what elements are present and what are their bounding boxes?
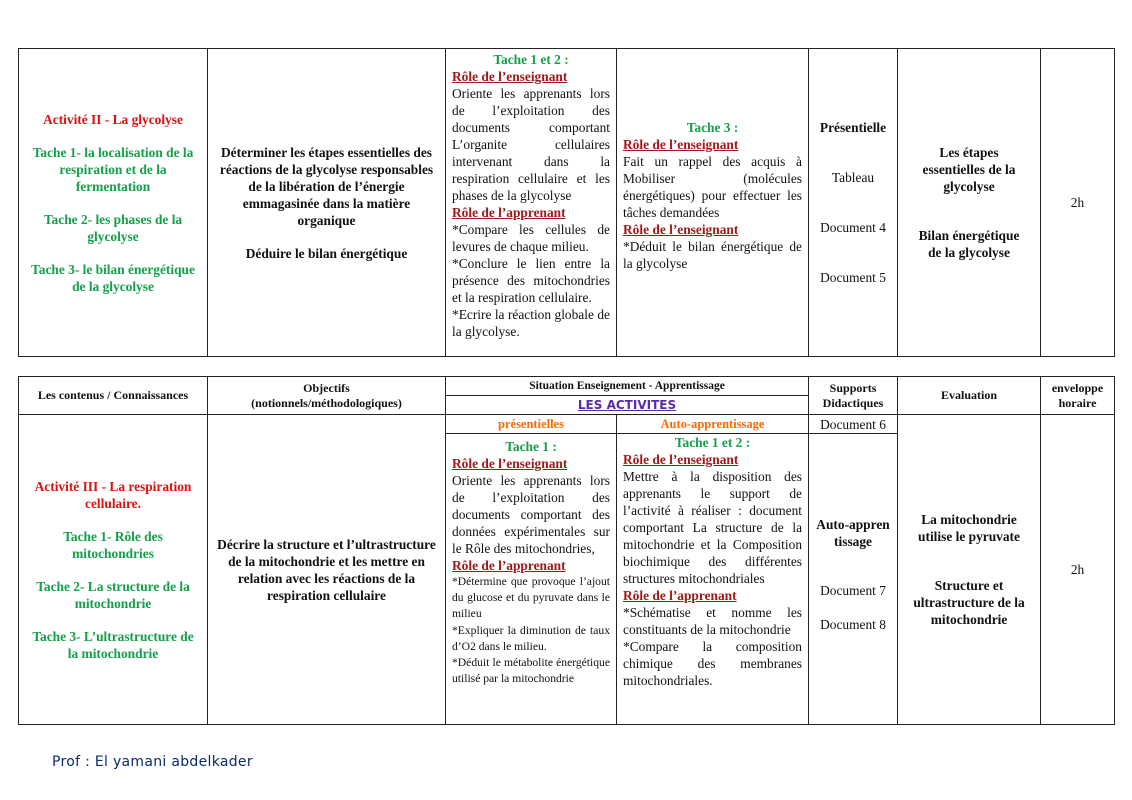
content-cell xyxy=(19,49,208,357)
presential-activities-cell xyxy=(446,49,617,357)
self-learning-activities-cell xyxy=(617,49,809,357)
role-teacher-label: Rôle de l’enseignant xyxy=(452,69,568,84)
learner-text-3: *Ecrire la réaction globale de la glycolyse. xyxy=(452,307,610,339)
header-contents: Les contenus / Connaissances xyxy=(19,377,208,415)
evaluation-1: La mitochondrie utilise le pyruvate xyxy=(918,512,1020,544)
task-label: Tache 1 et 2 : xyxy=(493,52,569,67)
task-label: Tache 1 et 2 : xyxy=(674,435,751,450)
table-activity-2 xyxy=(18,48,1115,357)
header-situation: Situation Enseignement - Apprentissage xyxy=(446,377,809,396)
presential-activities-cell xyxy=(446,434,617,725)
support-2: Document 4 xyxy=(820,220,886,235)
header-supports: Supports Didactiques xyxy=(809,377,898,415)
self-learning-activities-cell xyxy=(617,434,809,725)
learner-text-2: *Expliquer la diminution de taux d’O2 dans le milieu. xyxy=(452,623,610,653)
role-learner-label: Rôle de l’enseignant xyxy=(623,222,739,237)
teacher-text: Fait un rappel des acquis à Mobiliser (molécules énergétiques) pour effectuer les tâches demandées xyxy=(623,154,802,220)
role-learner-label: Rôle de l’apprenant xyxy=(452,205,566,220)
self-label: Auto-apprentissage xyxy=(660,416,765,431)
evaluation-2: Structure et ultrastructure de la mitochondrie xyxy=(913,578,1025,627)
learner-text-1: *Détermine que provoque l’ajout du glucose et du pyruvate dans le milieu xyxy=(452,575,610,621)
role-learner-label: Rôle de l’apprenant xyxy=(623,588,737,603)
support-2: Document 7 xyxy=(820,583,886,598)
objective-1: Déterminer les étapes essentielles des réactions de la glycolyse responsables xyxy=(219,144,434,177)
task-1: Tache 1- la localisation de la respiration et de la fermentation xyxy=(32,144,194,194)
task-2: Tache 2- La structure de la mitochondrie xyxy=(36,578,190,611)
role-teacher-label: Rôle de l’enseignant xyxy=(452,456,568,471)
role-learner-label: Rôle de l’apprenant xyxy=(452,558,566,573)
header-row xyxy=(19,377,1115,396)
role-teacher-label: Rôle de l’enseignant xyxy=(623,452,739,467)
activity-title: Activité III - La respiration cellulaire. xyxy=(34,478,192,511)
support-3: Document 8 xyxy=(820,617,886,632)
evaluation-cell xyxy=(898,49,1041,357)
task-1: Tache 1- Rôle des mitochondries xyxy=(63,528,163,561)
support-mode: Présentielle xyxy=(819,120,887,135)
header-objectives-title: Objectifs xyxy=(303,380,350,395)
hours-value: 2h xyxy=(1070,195,1085,210)
supports-cell xyxy=(809,49,898,357)
table-row xyxy=(19,49,1115,357)
learner-text-1: *Schématise et nomme les constituants de la mitochondrie xyxy=(623,605,803,637)
learner-text-2: *Conclure le lien entre la présence des mitochondries et la respiration cellulaire. xyxy=(452,256,610,305)
content-cell xyxy=(19,415,208,725)
header-evaluation: Evaluation xyxy=(898,377,1041,415)
objective-3: Déduire le bilan énergétique xyxy=(245,245,408,261)
supports-cell xyxy=(809,434,898,725)
header-objectives xyxy=(208,377,446,415)
subheader-presential xyxy=(446,415,617,434)
task-label: Tache 1 : xyxy=(505,439,557,454)
evaluation-cell xyxy=(898,415,1041,725)
task-3: Tache 3- L’ultrastructure de la mitochondrie xyxy=(32,628,194,661)
hours-cell xyxy=(1041,49,1115,357)
support-top-cell: Document 6 xyxy=(809,415,898,434)
learner-text-2: *Compare la composition chimique des membranes mitochondriales. xyxy=(623,639,803,688)
activity-title: Activité II - La glycolyse xyxy=(43,111,183,127)
teacher-text: Mettre à la disposition des apprenants le support de l’activité à réaliser : document comportant La structure de la mitochondrie et la Composition biochimique des différentes structures mitochondriales xyxy=(623,469,803,586)
subheader-row xyxy=(19,415,1115,434)
subheader-self xyxy=(617,415,809,434)
table-activity-3 xyxy=(18,376,1115,725)
footer-author: Prof : El yamani abdelkader xyxy=(52,754,253,770)
learner-text: *Déduit le bilan énergétique de la glycolyse xyxy=(623,239,802,271)
evaluation-2: Bilan énergétique de la glycolyse xyxy=(918,228,1020,260)
objectives-cell xyxy=(208,49,446,357)
task-3: Tache 3- le bilan énergétique de la glycolyse xyxy=(31,261,195,294)
teacher-text: Oriente les apprenants lors de l’exploitation des documents comportant L’organite cellulaires intervenant dans la respiration cellulaire et les phases de la glycolyse xyxy=(452,86,610,203)
header-hours: enveloppe horaire xyxy=(1041,377,1115,415)
header-activities xyxy=(446,396,809,415)
header-objectives-subtitle: (notionnels/méthodologiques) xyxy=(251,395,402,410)
support-1: Tableau xyxy=(831,170,875,185)
presential-label: présentielles xyxy=(498,416,564,431)
learner-text-1: *Compare les cellules de levures de chaque milieu. xyxy=(452,222,610,254)
activities-label: LES ACTIVITES xyxy=(577,398,677,412)
role-teacher-label: Rôle de l’enseignant xyxy=(623,137,739,152)
objectives-cell: Décrire la structure et l’ultrastructure de la mitochondrie et les mettre en relation avec les réactions de la respiration cellulaire xyxy=(208,415,446,725)
support-mode: Auto-apprentissage xyxy=(816,517,890,549)
task-2: Tache 2- les phases de la glycolyse xyxy=(43,211,183,244)
support-3: Document 5 xyxy=(820,270,886,285)
objective-2: de la libération de l’énergie emmagasinée dans la matière organique xyxy=(242,178,411,228)
hours-cell: 2h xyxy=(1041,415,1115,725)
task-label: Tache 3 : xyxy=(686,120,739,135)
evaluation-1: Les étapes essentielles de la glycolyse xyxy=(922,145,1016,194)
teacher-text: Oriente les apprenants lors de l’exploitation des documents comportant des données expérimentales sur le Rôle des mitochondries, xyxy=(452,473,610,556)
learner-text-3: *Déduit le métabolite énergétique utilisé par la mitochondrie xyxy=(452,656,610,686)
